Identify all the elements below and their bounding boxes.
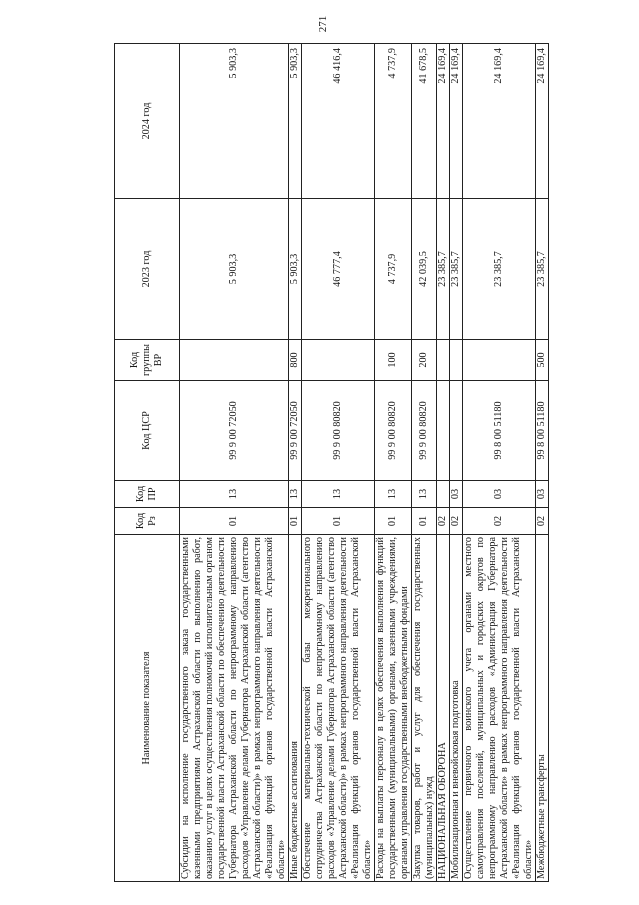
cell-2024: 5 903,3 bbox=[289, 44, 302, 199]
cell-rz: 01 bbox=[302, 508, 375, 535]
table-row bbox=[289, 44, 302, 882]
table-row bbox=[180, 44, 289, 882]
table-row bbox=[302, 44, 375, 882]
cell-2023: 23 385,7 bbox=[437, 199, 450, 340]
cell-2024: 4 737,9 bbox=[375, 44, 412, 199]
cell-2024: 24 169,4 bbox=[463, 44, 536, 199]
cell-vr: 100 bbox=[375, 340, 412, 381]
cell-name: Субсидии на исполнение государственного заказа государственными казенными предприятиями Астраханской области по выполнению работ, оказанию услуг в целях осуществления полномочий исполнительным органом государственной власти Астраханской области по обеспечению деятельности Губернатора Астраханской области по непрограммному направлению расходов «Управление делами Губернатора Астраханской области (агентство Астраханской области)» в рамках непрограммного направления деятельности «Реализация функций органов государственной власти Астраханской области» bbox=[180, 535, 289, 882]
header-pr: Код ПР bbox=[115, 481, 180, 508]
cell-name: Межбюджетные трансферты bbox=[536, 535, 549, 882]
cell-2023: 4 737,9 bbox=[375, 199, 412, 340]
cell-rz: 02 bbox=[437, 508, 450, 535]
cell-vr bbox=[437, 340, 450, 381]
cell-vr bbox=[180, 340, 289, 381]
cell-csr: 99 9 00 72050 bbox=[180, 381, 289, 481]
cell-name: Расходы на выплаты персоналу в целях обеспечения выполнения функций государственными (муниципальными) органами, казенными учреждениями, органами управления государственными внебюджетными фондами bbox=[375, 535, 412, 882]
cell-2024: 46 416,4 bbox=[302, 44, 375, 199]
cell-rz: 02 bbox=[463, 508, 536, 535]
cell-rz: 01 bbox=[180, 508, 289, 535]
table-row bbox=[450, 44, 463, 882]
cell-pr bbox=[437, 481, 450, 508]
cell-csr: 99 9 00 80820 bbox=[375, 381, 412, 481]
cell-pr: 03 bbox=[536, 481, 549, 508]
cell-name: Осуществление первичного воинского учета органами местного самоуправления поселений, муниципальных и городских округов по непрограммному направлению расходов «Администрация Губернатора Астраханской области» в рамках непрограммного направления деятельности «Реализация функций органов государственной власти Астраханской области» bbox=[463, 535, 536, 882]
cell-2024: 24 169,4 bbox=[536, 44, 549, 199]
cell-name: НАЦИОНАЛЬНАЯ ОБОРОНА bbox=[437, 535, 450, 882]
cell-pr: 13 bbox=[180, 481, 289, 508]
cell-rz: 02 bbox=[450, 508, 463, 535]
cell-csr: 99 8 00 51180 bbox=[536, 381, 549, 481]
cell-name: Закупка товаров, работ и услуг для обеспечения государственных (муниципальных) нужд bbox=[412, 535, 437, 882]
cell-2023: 23 385,7 bbox=[463, 199, 536, 340]
cell-vr: 800 bbox=[289, 340, 302, 381]
table-row bbox=[375, 44, 412, 882]
table-header-row bbox=[115, 44, 180, 882]
page-number: 271 bbox=[317, 15, 329, 33]
cell-vr bbox=[450, 340, 463, 381]
cell-rz: 02 bbox=[536, 508, 549, 535]
table-row bbox=[463, 44, 536, 882]
cell-name: Обеспечение материально-технической базы межрегионального сотрудничества Астраханской области по непрограммному направлению расходов «Управление делами Губернатора Астраханской области (агентство Астраханской области)» в рамках непрограммного направления деятельности «Реализация функций органов государственной власти Астраханской области» bbox=[302, 535, 375, 882]
cell-vr bbox=[302, 340, 375, 381]
cell-csr: 99 9 00 80820 bbox=[412, 381, 437, 481]
cell-pr: 03 bbox=[450, 481, 463, 508]
table-row bbox=[412, 44, 437, 882]
cell-csr bbox=[437, 381, 450, 481]
cell-rz: 01 bbox=[412, 508, 437, 535]
header-rz: Код Рз bbox=[115, 508, 180, 535]
cell-csr: 99 8 00 51180 bbox=[463, 381, 536, 481]
cell-2024: 24 169,4 bbox=[450, 44, 463, 199]
header-2023: 2023 год bbox=[115, 199, 180, 340]
budget-table bbox=[114, 43, 549, 882]
cell-2023: 23 385,7 bbox=[450, 199, 463, 340]
header-vr: Код группы ВР bbox=[115, 340, 180, 381]
cell-csr bbox=[450, 381, 463, 481]
cell-2024: 5 903,3 bbox=[180, 44, 289, 199]
budget-table-sheet bbox=[114, 44, 630, 882]
cell-2023: 42 039,5 bbox=[412, 199, 437, 340]
cell-2024: 41 678,5 bbox=[412, 44, 437, 199]
cell-2024: 24 169,4 bbox=[437, 44, 450, 199]
cell-pr: 13 bbox=[289, 481, 302, 508]
cell-pr: 13 bbox=[302, 481, 375, 508]
cell-2023: 5 903,3 bbox=[289, 199, 302, 340]
table-row bbox=[437, 44, 450, 882]
cell-vr bbox=[463, 340, 536, 381]
cell-pr: 13 bbox=[375, 481, 412, 508]
cell-csr: 99 9 00 80820 bbox=[302, 381, 375, 481]
cell-2023: 46 777,4 bbox=[302, 199, 375, 340]
cell-vr: 500 bbox=[536, 340, 549, 381]
cell-name: Иные бюджетные ассигнования bbox=[289, 535, 302, 882]
header-name: Наименование показателя bbox=[115, 535, 180, 882]
cell-pr: 13 bbox=[412, 481, 437, 508]
cell-name: Мобилизационная и вневойсковая подготовка bbox=[450, 535, 463, 882]
cell-rz: 01 bbox=[375, 508, 412, 535]
header-2024: 2024 год bbox=[115, 44, 180, 199]
cell-vr: 200 bbox=[412, 340, 437, 381]
cell-pr: 03 bbox=[463, 481, 536, 508]
cell-csr: 99 9 00 72050 bbox=[289, 381, 302, 481]
table-row bbox=[536, 44, 549, 882]
cell-2023: 5 903,3 bbox=[180, 199, 289, 340]
header-csr: Код ЦСР bbox=[115, 381, 180, 481]
cell-rz: 01 bbox=[289, 508, 302, 535]
cell-2023: 23 385,7 bbox=[536, 199, 549, 340]
